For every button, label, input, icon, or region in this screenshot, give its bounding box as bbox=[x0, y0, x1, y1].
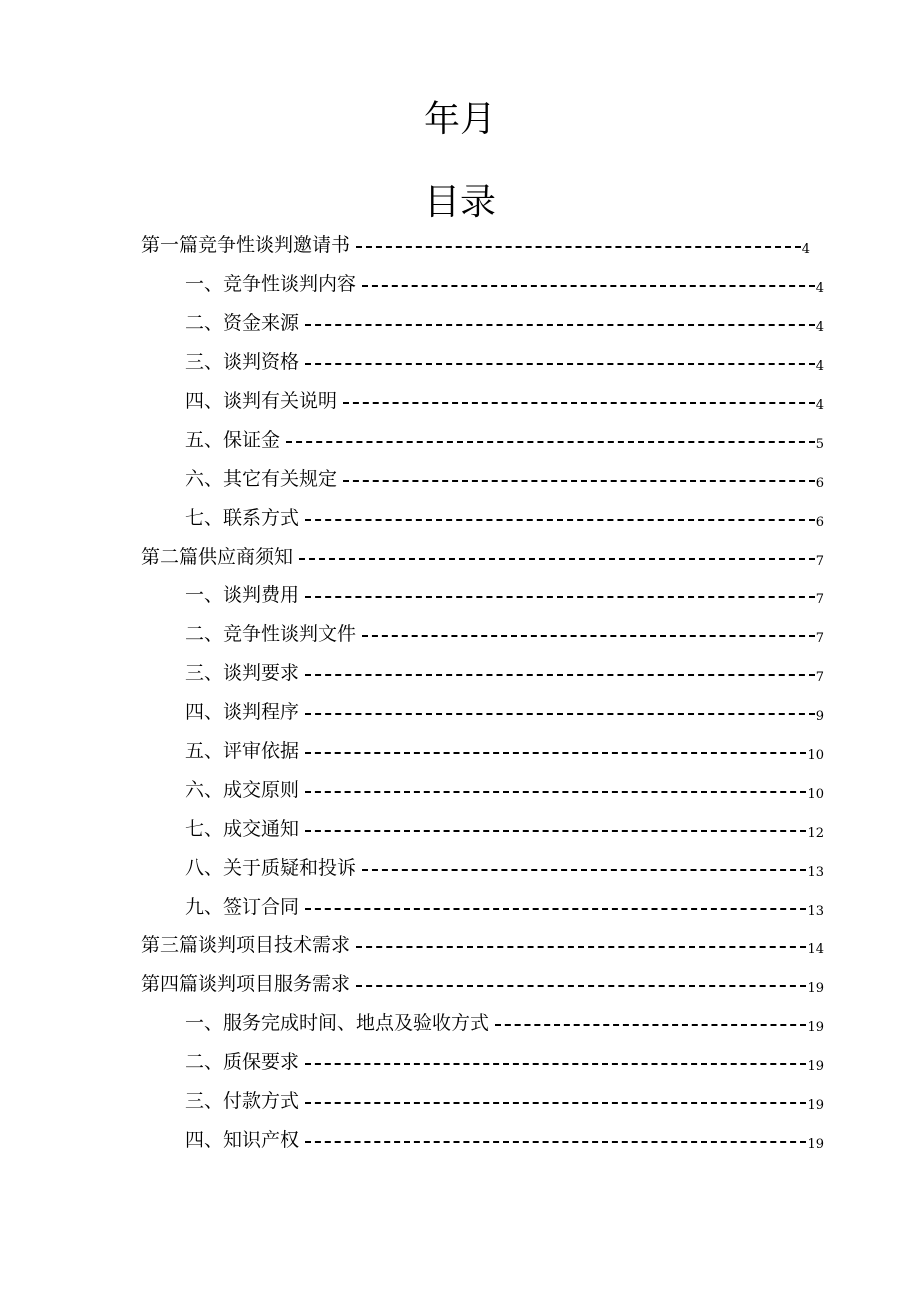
toc-page-number: 10 bbox=[807, 786, 824, 802]
toc-page-number: 4 bbox=[815, 320, 824, 336]
toc-entry[interactable] bbox=[0, 304, 920, 343]
toc-entry-label: 八、关于质疑和投诉 bbox=[185, 856, 357, 879]
toc-entry[interactable] bbox=[0, 732, 920, 771]
toc-entry[interactable] bbox=[0, 770, 920, 809]
toc-page-number: 7 bbox=[815, 592, 824, 608]
toc-entry[interactable] bbox=[0, 265, 920, 304]
toc-leader bbox=[343, 480, 815, 482]
toc-page-number: 19 bbox=[807, 1020, 824, 1036]
toc-page-number: 4 bbox=[815, 359, 824, 375]
toc-entry[interactable] bbox=[0, 1004, 920, 1043]
toc-entry[interactable] bbox=[0, 420, 920, 459]
toc-entry-label: 一、竞争性谈判内容 bbox=[185, 273, 357, 296]
toc-page-number: 19 bbox=[807, 1059, 824, 1075]
toc-leader bbox=[305, 324, 815, 326]
toc-entry-label: 七、联系方式 bbox=[185, 506, 300, 529]
toc-entry-label: 第四篇谈判项目服务需求 bbox=[141, 973, 351, 996]
toc-page-number: 13 bbox=[807, 864, 824, 880]
toc-entry[interactable] bbox=[0, 693, 920, 732]
toc-leader bbox=[305, 363, 815, 365]
toc-entry-label: 四、谈判有关说明 bbox=[185, 390, 338, 412]
toc-leader bbox=[305, 1063, 806, 1065]
toc-entry-label: 三、谈判资格 bbox=[185, 351, 300, 374]
toc-leader bbox=[343, 402, 815, 404]
toc-entry[interactable] bbox=[0, 576, 920, 615]
toc-leader bbox=[286, 441, 815, 443]
toc-page-number: 12 bbox=[807, 825, 824, 841]
toc-entry[interactable] bbox=[0, 1120, 920, 1159]
toc-page-number: 10 bbox=[807, 748, 824, 764]
toc-entry[interactable] bbox=[0, 498, 920, 537]
toc-entry[interactable] bbox=[0, 459, 920, 498]
toc-leader bbox=[299, 558, 815, 560]
toc-leader bbox=[305, 791, 806, 793]
toc-leader bbox=[362, 869, 806, 871]
toc-entry[interactable] bbox=[0, 1043, 920, 1082]
toc-entry-label: 第二篇供应商须知 bbox=[141, 545, 294, 568]
date-heading: 年月 bbox=[423, 99, 496, 140]
toc-leader bbox=[305, 596, 815, 598]
toc-page-number: 4 bbox=[815, 281, 824, 297]
toc-page-number: 19 bbox=[807, 1136, 824, 1152]
toc-page-number: 14 bbox=[807, 942, 824, 958]
toc-page-number: 5 bbox=[815, 436, 824, 452]
toc-leader bbox=[362, 285, 815, 287]
toc-entry-label: 三、谈判要求 bbox=[185, 662, 300, 685]
toc-entry-label: 二、质保要求 bbox=[185, 1051, 300, 1074]
toc-page-number: 7 bbox=[815, 553, 824, 569]
toc-entry[interactable] bbox=[0, 848, 920, 887]
toc-entry-label: 四、谈判程序 bbox=[185, 701, 300, 724]
toc-entry-part-3[interactable] bbox=[0, 926, 920, 965]
toc-leader bbox=[362, 635, 815, 637]
toc-page-number: 19 bbox=[807, 1098, 824, 1114]
toc-entry-label: 二、竞争性谈判文件 bbox=[185, 623, 357, 646]
toc-page-number: 7 bbox=[815, 631, 824, 647]
toc-page-number: 9 bbox=[815, 709, 824, 725]
toc-page-number: 6 bbox=[815, 475, 824, 491]
toc-entry[interactable] bbox=[0, 615, 920, 654]
toc-page-number: 19 bbox=[807, 981, 824, 997]
toc-leader bbox=[305, 713, 815, 715]
toc-leader bbox=[305, 908, 806, 910]
toc-entry-part-2[interactable] bbox=[0, 537, 920, 576]
toc-entry[interactable] bbox=[0, 887, 920, 926]
toc-page-number: 6 bbox=[815, 514, 824, 530]
toc-leader bbox=[305, 1102, 806, 1104]
toc-entry-label: 第三篇谈判项目技术需求 bbox=[141, 934, 351, 957]
toc-entry-label: 六、其它有关规定 bbox=[185, 467, 338, 490]
toc-leader bbox=[305, 519, 815, 521]
toc-entry-label: 第一篇竞争性谈判邀请书 bbox=[141, 234, 351, 257]
toc-entry-part-4[interactable] bbox=[0, 965, 920, 1004]
toc-leader bbox=[305, 752, 806, 754]
toc-entry[interactable] bbox=[0, 382, 920, 421]
toc-entry[interactable] bbox=[0, 343, 920, 382]
toc-leader bbox=[305, 1141, 806, 1143]
toc-leader bbox=[495, 1024, 806, 1026]
toc-title: 目录 bbox=[423, 182, 496, 223]
toc-leader bbox=[356, 946, 806, 948]
toc-entry-part-1[interactable] bbox=[0, 226, 920, 265]
toc-page-number: 4 bbox=[815, 398, 824, 413]
toc-page-number: 4 bbox=[801, 242, 810, 258]
toc-entry-label: 四、知识产权 bbox=[185, 1128, 300, 1151]
toc-entry[interactable] bbox=[0, 654, 920, 693]
toc-page-number: 7 bbox=[815, 670, 824, 686]
toc-entry-label: 五、评审依据 bbox=[185, 740, 300, 763]
table-of-contents bbox=[0, 226, 920, 1159]
toc-entry-label: 二、资金来源 bbox=[185, 312, 300, 335]
toc-entry-label: 九、签订合同 bbox=[185, 895, 300, 918]
toc-page-number: 13 bbox=[807, 903, 824, 919]
toc-entry-label: 一、服务完成时间、地点及验收方式 bbox=[185, 1012, 490, 1035]
toc-leader bbox=[305, 674, 815, 676]
toc-leader bbox=[356, 985, 806, 987]
toc-leader bbox=[305, 830, 806, 832]
toc-entry-label: 五、保证金 bbox=[185, 428, 281, 451]
toc-leader bbox=[356, 246, 801, 248]
toc-entry-label: 六、成交原则 bbox=[185, 778, 300, 801]
toc-entry-label: 三、付款方式 bbox=[185, 1090, 300, 1113]
toc-entry-label: 七、成交通知 bbox=[185, 817, 300, 840]
toc-entry[interactable] bbox=[0, 809, 920, 848]
toc-entry[interactable] bbox=[0, 1082, 920, 1121]
toc-entry-label: 一、谈判费用 bbox=[185, 584, 300, 607]
